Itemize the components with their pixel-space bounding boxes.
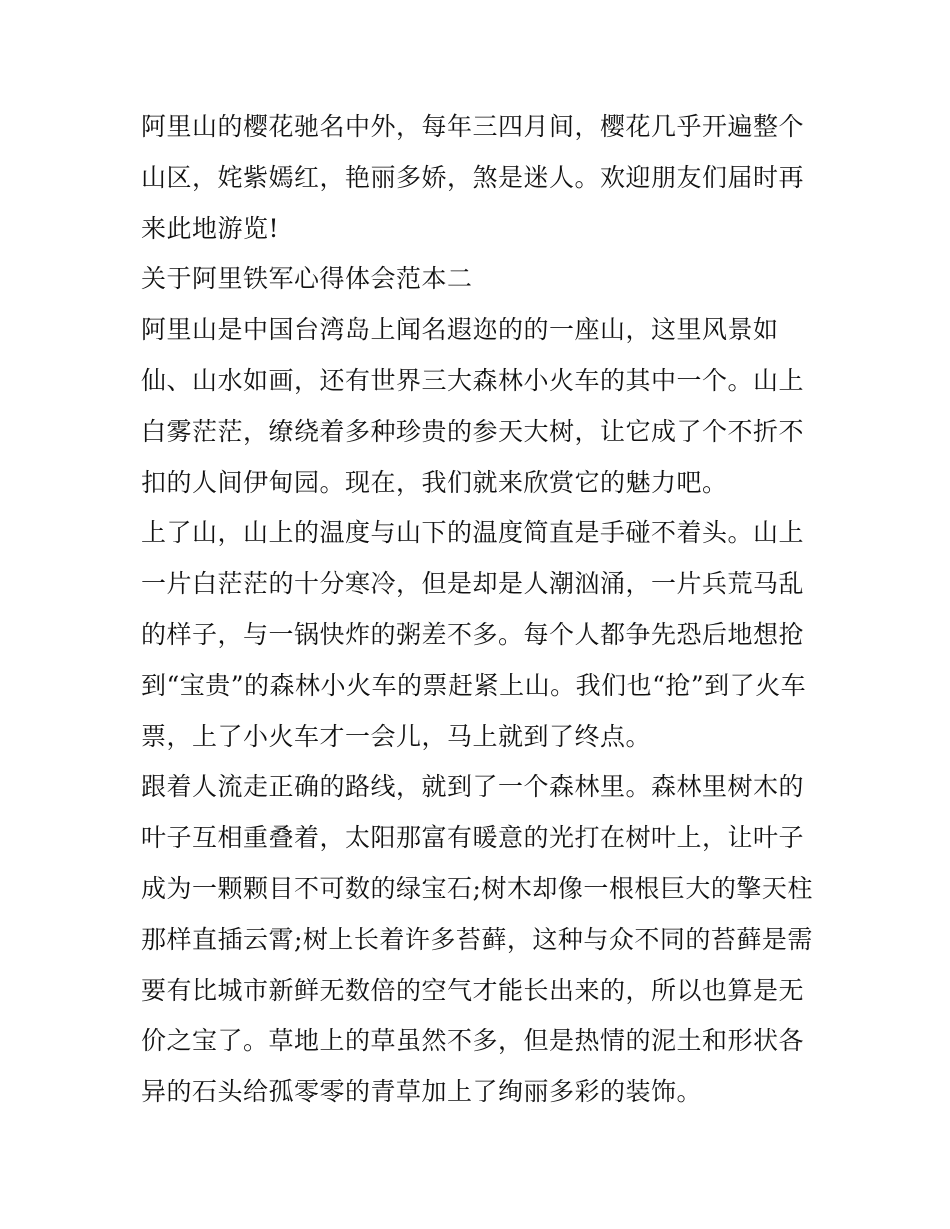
- document-body: [141, 102, 821, 1118]
- paragraph-intro: 阿里山是中国台湾岛上闻名遐迩的的一座山，这里风景如仙、山水如画，还有世界三大森林小火车的其中一个。山上白雾茫茫，缭绕着多种珍贵的参天大树，让它成了个不折不扣的人间伊甸园。现在，我们就来欣赏它的魅力吧。: [141, 315, 805, 497]
- paragraph-sakura: 阿里山的樱花驰名中外，每年三四月间，樱花几乎开遍整个山区，姹紫嫣红，艳丽多娇，煞是迷人。欢迎朋友们届时再来此地游览!: [141, 112, 805, 243]
- paragraph-train: 上了山，山上的温度与山下的温度简直是手碰不着头。山上一片白茫茫的十分寒冷，但是却是人潮汹涌，一片兵荒马乱的样子，与一锅快炸的粥差不多。每个人都争先恐后地想抢到“宝贵”的森林小火车的票赶紧上山。我们也“抢”到了火车票，上了小火车才一会儿，马上就到了终点。: [141, 518, 807, 751]
- paragraph-forest: 跟着人流走正确的路线，就到了一个森林里。森林里树木的叶子互相重叠着，太阳那富有暖意的光打在树叶上，让叶子成为一颗颗目不可数的绿宝石;树木却像一根根巨大的擎天柱那样直插云霄;树上长着许多苔藓，这种与众不同的苔藓是需要有比城市新鲜无数倍的空气才能长出来的，所以也算是无价之宝了。草地上的草虽然不多，但是热情的泥土和形状各异的石头给孤零零的青草加上了绚丽多彩的装饰。: [141, 772, 813, 1107]
- section-heading: 关于阿里铁军心得体会范本二: [141, 264, 473, 294]
